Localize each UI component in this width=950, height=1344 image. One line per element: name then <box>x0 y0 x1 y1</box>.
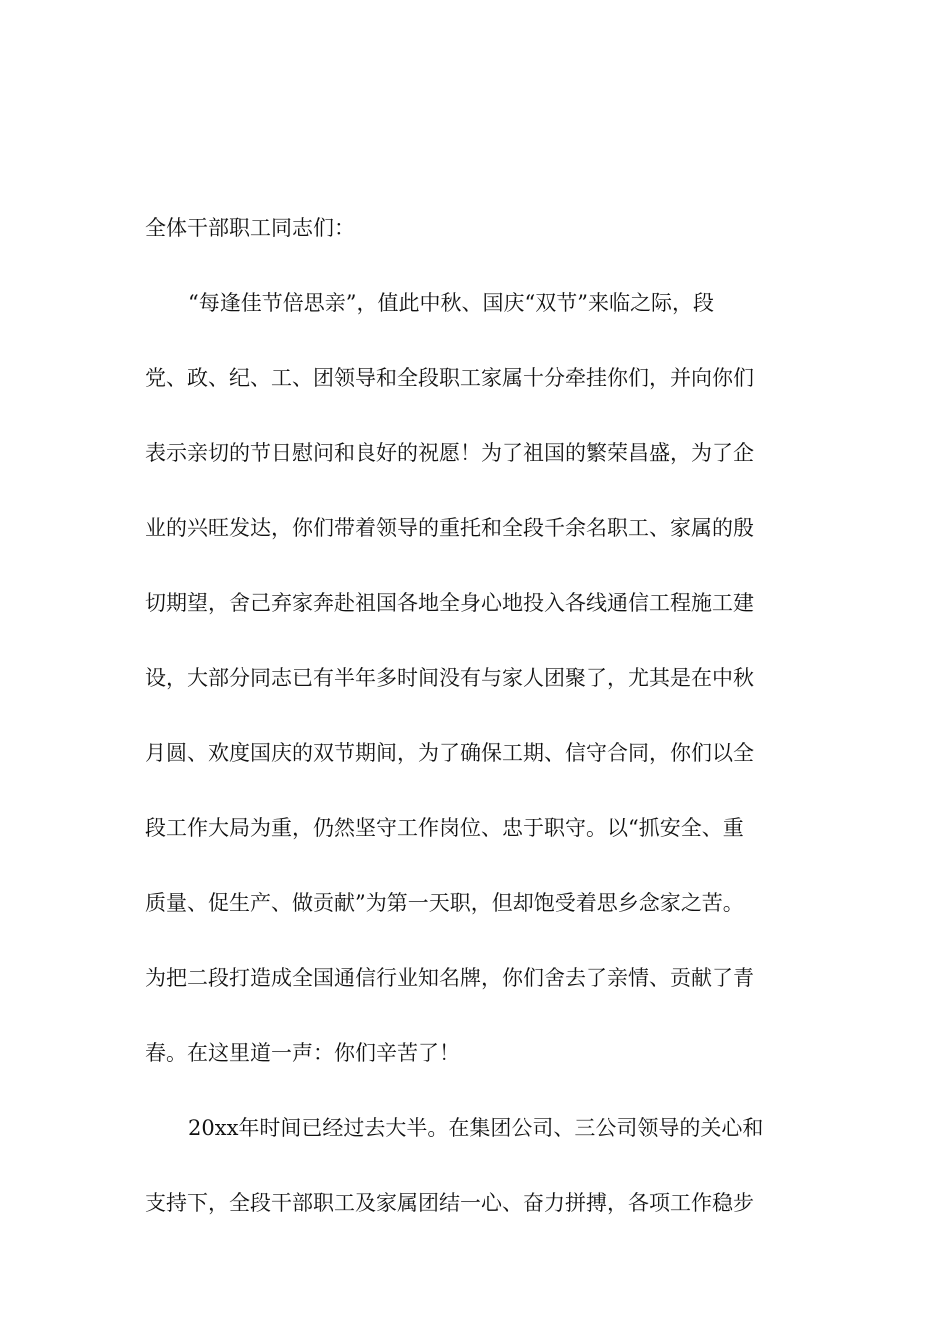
paragraph-line: 业的兴旺发达，你们带着领导的重托和全段千余名职工、家属的殷 <box>145 516 754 540</box>
paragraph-line: 段工作大局为重，仍然坚守工作岗位、忠于职守。以“抓安全、重 <box>145 816 744 840</box>
paragraph-line: 为把二段打造成全国通信行业知名牌，你们舍去了亲情、贡献了青 <box>145 966 754 990</box>
paragraph-line: 设，大部分同志已有半年多时间没有与家人团聚了，尤其是在中秋 <box>145 666 754 690</box>
paragraph-line: 月圆、欢度国庆的双节期间，为了确保工期、信守合同，你们以全 <box>145 741 754 765</box>
paragraph-line: 表示亲切的节日慰问和良好的祝愿！为了祖国的繁荣昌盛，为了企 <box>145 441 754 465</box>
paragraph-line: 支持下，全段干部职工及家属团结一心、奋力拼搏，各项工作稳步 <box>145 1191 754 1215</box>
paragraph-line: 20xx年时间已经过去大半。在集团公司、三公司领导的关心和 <box>188 1116 764 1140</box>
paragraph-line: 质量、促生产、做贡献”为第一天职，但却饱受着思乡念家之苦。 <box>145 891 744 915</box>
paragraph-line: “每逢佳节倍思亲”，值此中秋、国庆“双节”来临之际，段 <box>188 291 714 315</box>
salutation: 全体干部职工同志们： <box>145 216 355 240</box>
paragraph-line: 党、政、纪、工、团领导和全段职工家属十分牵挂你们，并向你们 <box>145 366 754 390</box>
paragraph-line: 春。在这里道一声：你们辛苦了！ <box>145 1041 460 1065</box>
paragraph-line: 切期望，舍己弃家奔赴祖国各地全身心地投入各线通信工程施工建 <box>145 591 754 615</box>
